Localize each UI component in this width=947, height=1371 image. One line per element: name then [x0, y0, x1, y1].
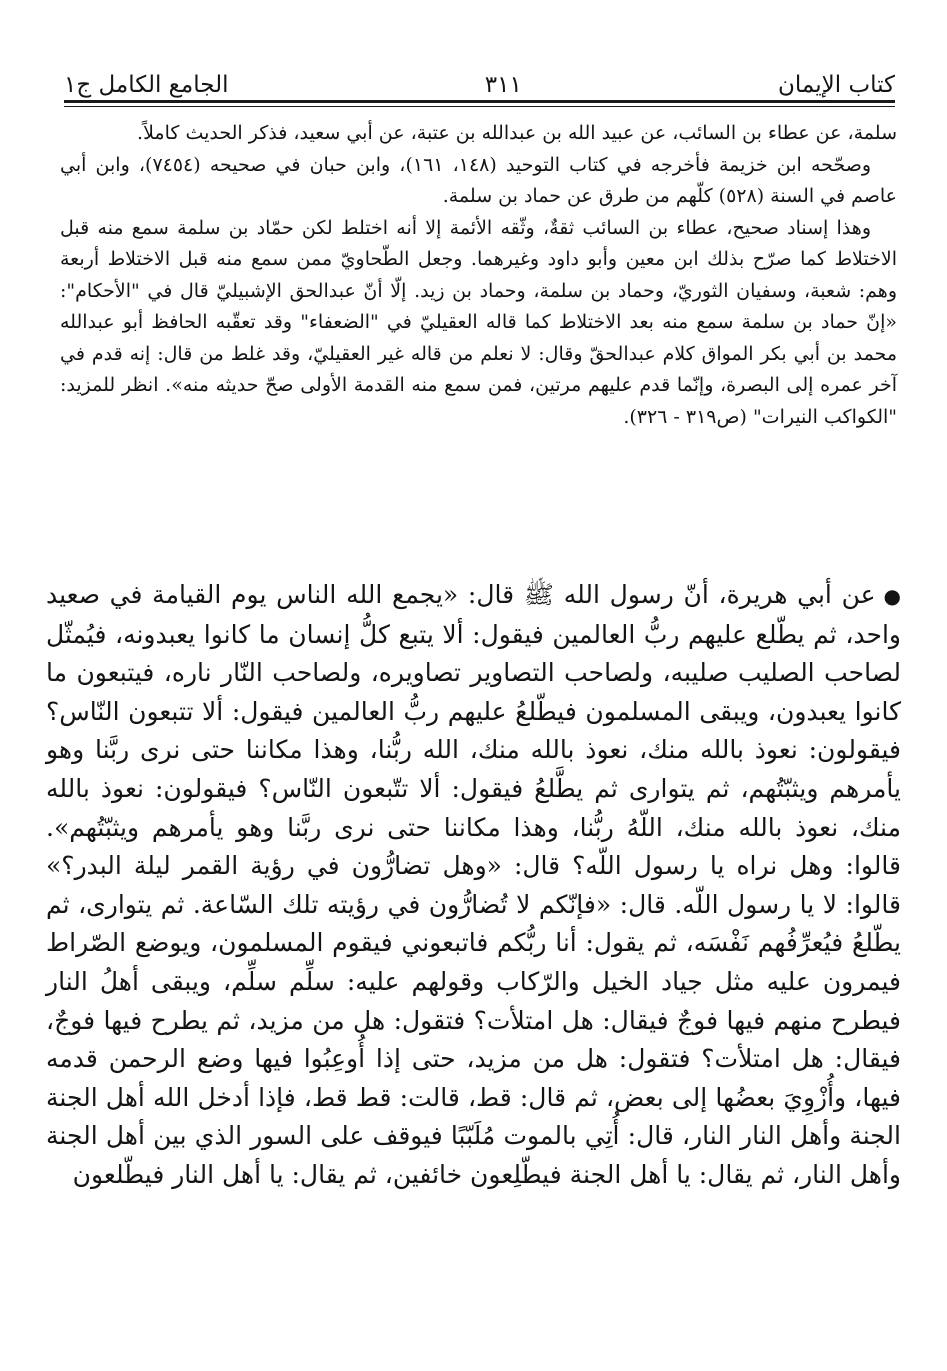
main-text-section [46, 576, 901, 1195]
bullet-icon: ● [883, 584, 901, 608]
header-book-title: الجامع الكامل ج١ [64, 72, 229, 98]
footnote-paragraph-1: سلمة، عن عطاء بن السائب، عن عبيد الله بن عبدالله بن عتبة، عن أبي سعيد، فذكر الحديث كاملاً. [137, 122, 897, 144]
hadith-text: عن أبي هريرة، أنّ رسول الله ﷺ قال: «يجمع الله الناس يوم القيامة في صعيد واحد، ثم يطّلع عليهم ربُّ العالمين فيقول: ألا يتبع كلُّ إنسان ما كانوا يعبدونه، فيُمثّل لصاحب الصليب صليبه، ولصاحب التصاوير تصاويره، ولصاحب النّار ناره، فيتبعون ما كانوا يعبدون، ويبقى المسلمون فيطّلعُ عليهم ربُّ العالمين فيقول: ألا تتبعون النّاس؟ فيقولون: نعوذ بالله منك، نعوذ بالله منك، الله ربُّنا، وهذا مكاننا حتى نرى ربَّنا وهو يأمرهم ويثبّتُهم، ثم يتوارى ثم يطَّلعُ فيقول: ألا تتّبعون النّاس؟ فيقولون: نعوذ بالله منك، نعوذ بالله منك، اللّهُ ربُّنا، وهذا مكاننا حتى نرى ربَّنا وهو يأمرهم ويثبّتُهم». قالوا: وهل نراه يا رسول اللّه؟ قال: «وهل تضارُّون في رؤية القمر ليلة البدر؟» قالوا: لا يا رسول اللّه. قال: «فإنّكم لا تُضارُّون في رؤيته تلك السّاعة. ثم يتوارى، ثم يطّلعُ فيُعرِّفُهم نَفْسَه، ثم يقول: أنا ربُّكم فاتبعوني فيقوم المسلمون، ويوضع الصّراط فيمرون عليه مثل جياد الخيل والرّكاب وقولهم عليه: سلِّم سلِّم، ويبقى أهلُ النار فيطرح منهم فيها فوجٌ فيقال: هل امتلأت؟ فتقول: هل من مزيد، ثم يطرح فيها فوجٌ، فيقال: هل امتلأت؟ فتقول: هل من مزيد، حتى إذا أُوعِبُوا فيها وضع الرحمن قدمه فيها، وأُزْوِيَ بعضُها إلى بعض، ثم قال: قط، قالت: قط قط، فإذا أدخل الله أهل الجنة الجنة وأهل النار النار، قال: أُتِي بالموت مُلَبّبًا فيوقف على السور الذي بين أهل الجنة وأهل النار، ثم يقال: يا أهل الجنة فيطّلِعون خائفين، ثم يقال: يا أهل النار فيطّلعون [46, 580, 901, 1189]
page-number: ٣١١ [484, 72, 522, 98]
footnote-paragraph-2: وصحّحه ابن خزيمة فأخرجه في كتاب التوحيد (١٤٨، ١٦١)، وابن حبان في صحيحه (٧٤٥٤)، وابن أبي عاصم في السنة (٥٢٨) كلّهم من طرق عن حماد بن سلمة. [60, 153, 897, 207]
hadith-paragraph [46, 576, 901, 1195]
header-rule-thick [64, 100, 895, 103]
footnotes-section [60, 118, 897, 433]
page-header [64, 58, 895, 98]
header-rule-thin [64, 106, 895, 107]
footnote-paragraph-3: وهذا إسناد صحيح، عطاء بن السائب ثقةٌ، وثّقه الأئمة إلا أنه اختلط لكن حمّاد بن سلمة سمع منه قبل الاختلاط كما صرّح بذلك ابن معين وأبو داود وغيرهما. وجعل الطّحاويّ ممن سمع منه قبل الاختلاط أربعة وهم: شعبة، وسفيان الثوريّ، وحماد بن سلمة، وحماد بن زيد. إلّا أنّ عبدالحق الإشبيليّ قال في "الأحكام": «إنّ حماد بن سلمة سمع منه بعد الاختلاط كما قاله العقيليّ في "الضعفاء" وقد تعقّبه الحافظ أبو عبدالله محمد بن أبي بكر المواق كلام عبدالحقّ وقال: لا نعلم من قاله غير العقيليّ، وقد غلط من قال: إنه قدم في آخر عمره إلى البصرة، وإنّما قدم عليهم مرتين، فمن سمع منه القدمة الأولى صحّ حديثه منه». انظر للمزيد: "الكواكب النيرات" (ص٣١٩ - ٣٢٦). [60, 216, 897, 428]
header-chapter-title: كتاب الإيمان [778, 72, 895, 98]
